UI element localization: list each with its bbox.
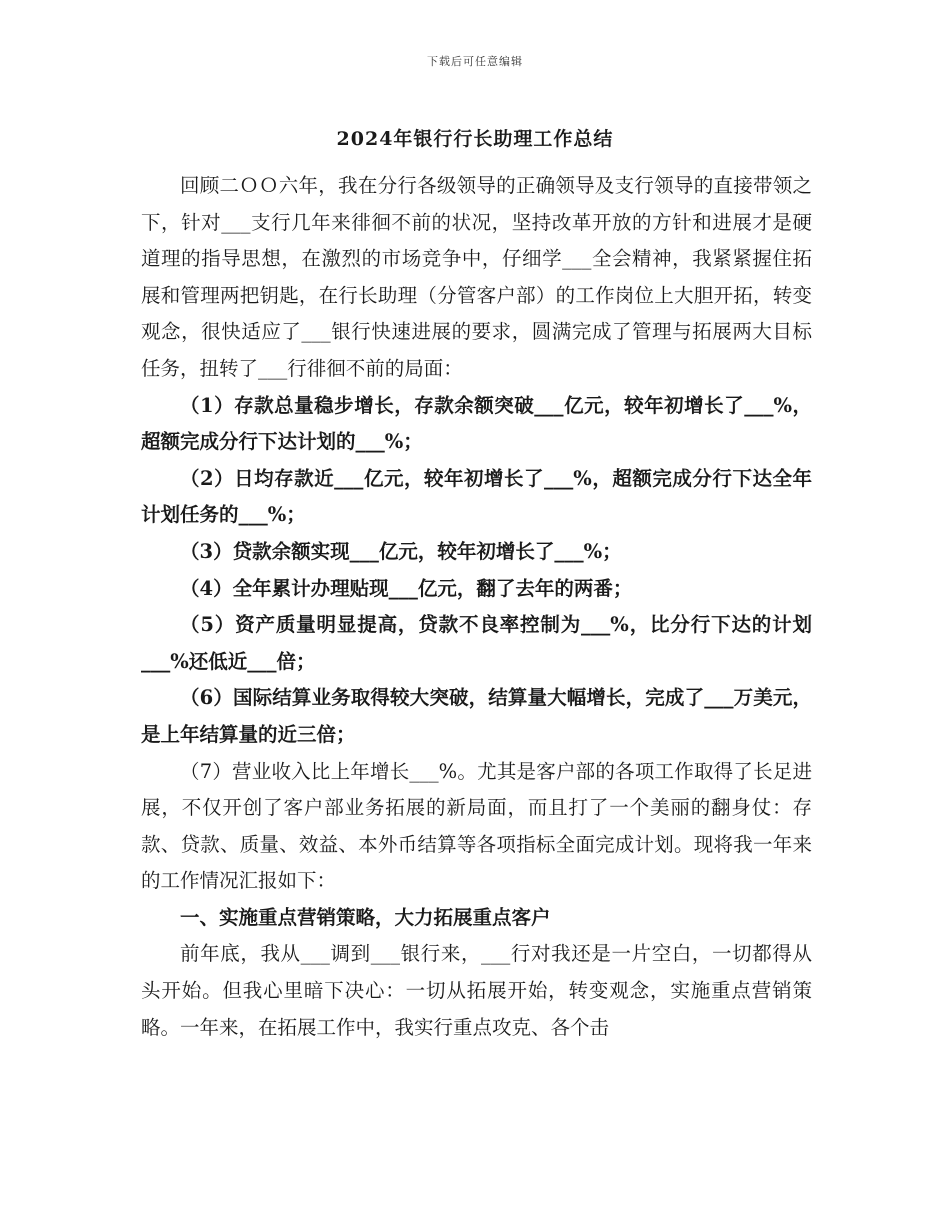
document-body	[141, 168, 812, 1046]
list-item-6: （6）国际结算业务取得较大突破，结算量大幅增长，完成了___万美元，是上年结算量的近三倍；	[141, 686, 812, 746]
list-item-7: （7）营业收入比上年增长___%。尤其是客户部的各项工作取得了长足进展，不仅开创了客户部业务拓展的新局面，而且打了一个美丽的翻身仗：存款、贷款、质量、效益、本外币结算等各项指标全面完成计划。现将我一年来的工作情况汇报如下：	[141, 759, 812, 893]
section-heading-1: 一、实施重点营销策略，大力拓展重点客户	[180, 905, 551, 929]
list-item-3: （3）贷款余额实现___亿元，较年初增长了___%；	[180, 539, 622, 563]
list-item-5: （5）资产质量明显提高，贷款不良率控制为___%，比分行下达的计划___%还低近___倍；	[141, 613, 812, 673]
list-item-4: （4）全年累计办理贴现___亿元，翻了去年的两番；	[180, 576, 633, 600]
document-title: 2024年银行行长助理工作总结	[336, 128, 614, 150]
intro-paragraph: 回顾二ＯＯ六年，我在分行各级领导的正确领导及支行领导的直接带领之下，针对___支行几年来徘徊不前的状况，坚持改革开放的方针和进展才是硬道理的指导思想，在激烈的市场竞争中，仔细学___全会精神，我紧紧握住拓展和管理两把钥匙，在行长助理（分管客户部）的工作岗位上大胆开拓，转变观念，很快适应了___银行快速进展的要求，圆满完成了管理与拓展两大目标任务，扭转了___行徘徊不前的局面：	[141, 174, 812, 380]
list-item-1: （1）存款总量稳步增长，存款余额突破___亿元，较年初增长了___%，超额完成分行下达计划的___%；	[141, 393, 812, 454]
section-1-paragraph: 前年底，我从___调到___银行来，___行对我还是一片空白，一切都得从头开始。但我心里暗下决心：一切从拓展开始，转变观念，实施重点营销策略。一年来，在拓展工作中，我实行重点攻克、各个击	[141, 942, 812, 1039]
header-note: 下载后可任意编辑	[427, 55, 523, 68]
list-item-2: （2）日均存款近___亿元，较年初增长了___%，超额完成分行下达全年计划任务的___%；	[141, 466, 812, 527]
